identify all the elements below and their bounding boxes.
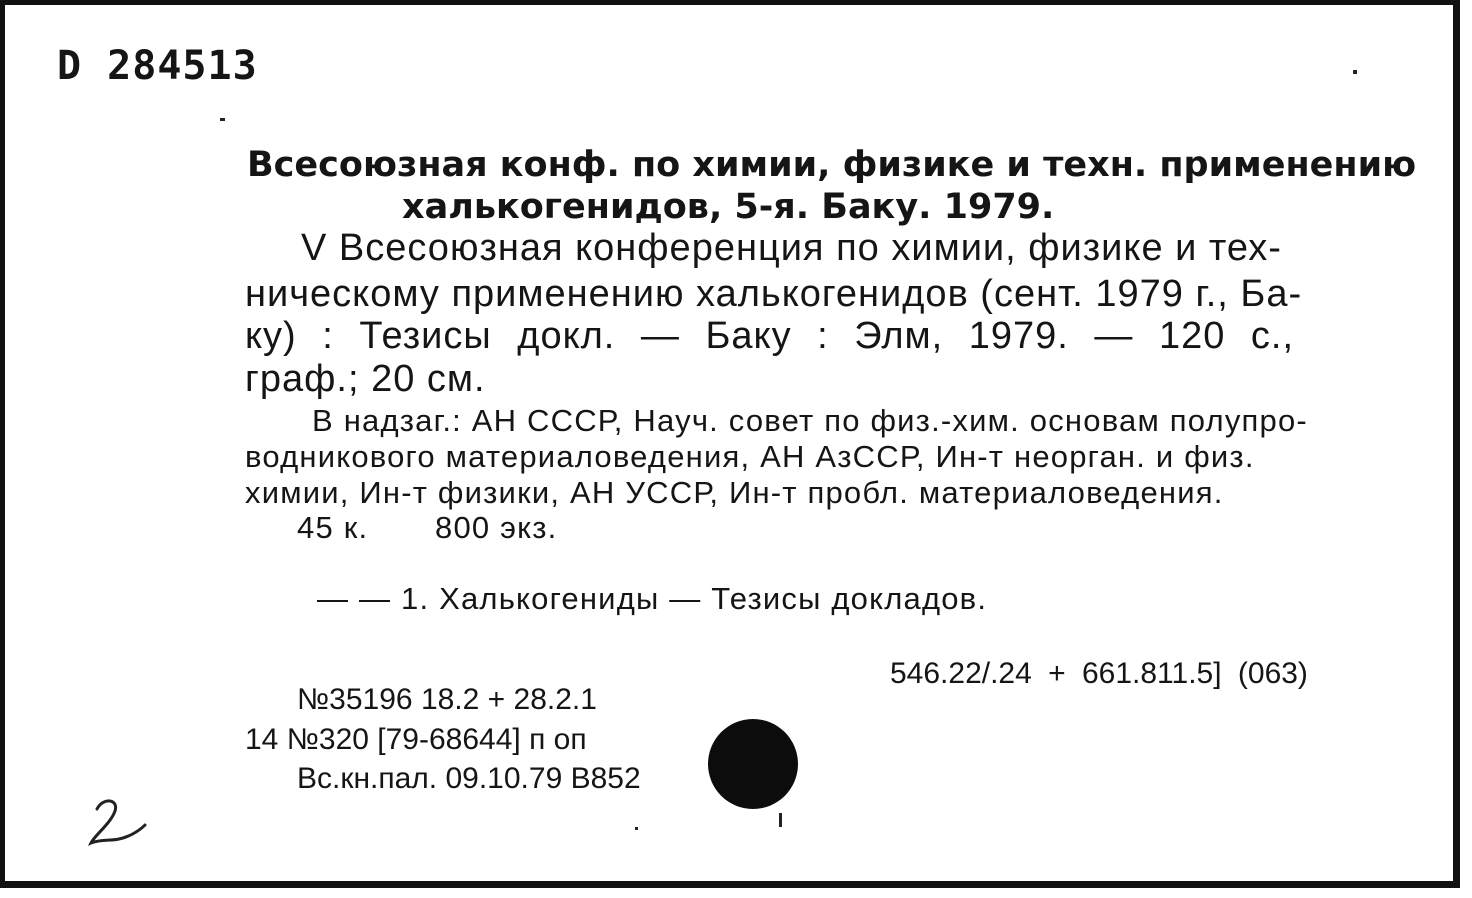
- body-line-2: ническому применению халькогенидов (сент. 1979 г., Ба-: [245, 273, 1303, 315]
- copies: 800 экз.: [435, 510, 558, 545]
- heading-line-2: халькогенидов, 5-я. Баку. 1979.: [402, 187, 1055, 227]
- speck: [635, 827, 638, 830]
- speck: [779, 813, 782, 827]
- subject-heading: — — 1. Халькогениды — Тезисы докладов.: [317, 581, 988, 616]
- note-line-1: В надзаг.: АН СССР, Науч. совет по физ.-хим. основам полупро-: [312, 403, 1308, 438]
- handwritten-mark-icon: [85, 795, 155, 855]
- heading-line-1: Всесоюзная конф. по химии, физике и техн. применению: [247, 145, 1417, 185]
- body-line-4: граф.; 20 см.: [245, 358, 486, 400]
- body-line-3: ку) : Тезисы докл. — Баку : Элм, 1979. — 120 с.,: [245, 315, 1295, 357]
- body-line-1: V Всесоюзная конференция по химии, физике и тех-: [301, 227, 1282, 269]
- accession-stamp: D 284513: [57, 43, 258, 89]
- speck: [1353, 70, 1357, 74]
- note-line-2: водникового материаловедения, АН АзССР, Ин-т неорган. и физ.: [245, 439, 1255, 474]
- note-line-3: химии, Ин-т физики, АН УССР, Ин-т пробл. материаловедения.: [245, 475, 1224, 510]
- catalog-line-1: №35196 18.2 + 28.2.1: [297, 683, 597, 716]
- classification-code: 546.22/.24 + 661.811.5] (063): [890, 657, 1308, 690]
- speck: [220, 118, 225, 121]
- punch-hole: [708, 719, 798, 809]
- price: 45 к.: [297, 510, 369, 545]
- catalog-line-2: 14 №320 [79-68644] п оп: [245, 723, 587, 756]
- catalog-line-3: Вс.кн.пал. 09.10.79 В852: [297, 762, 641, 795]
